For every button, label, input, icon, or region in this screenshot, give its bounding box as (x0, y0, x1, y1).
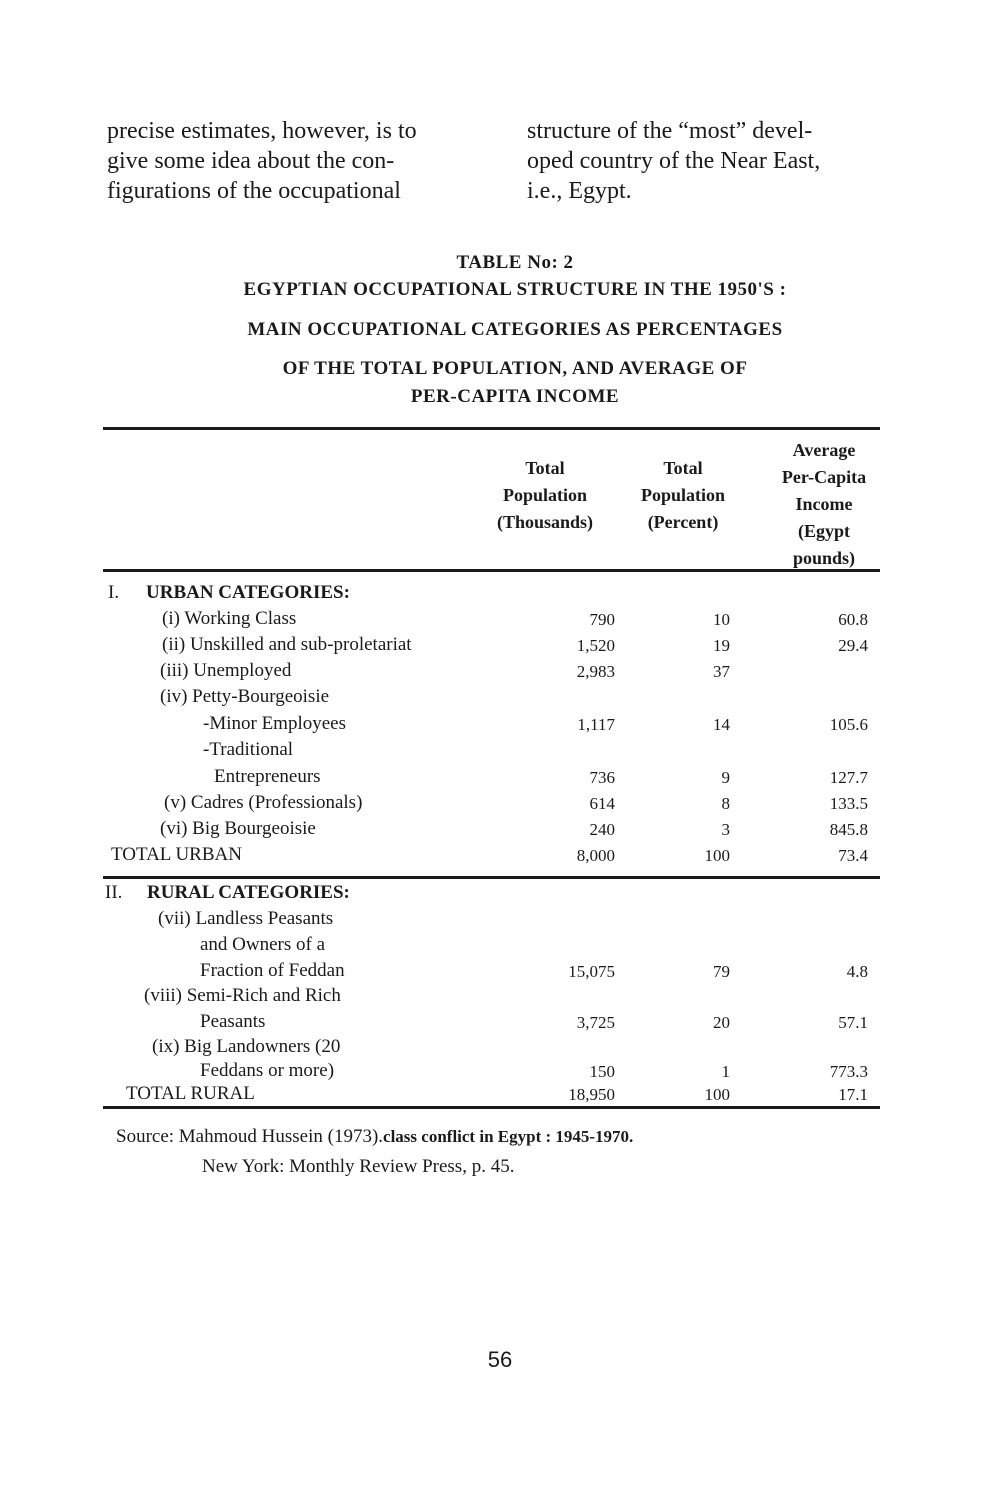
table-row (0, 608, 1000, 634)
row-label: TOTAL URBAN (111, 844, 242, 865)
table-header-rule (103, 569, 880, 572)
cell-percent: 100 (704, 846, 730, 865)
page-number: 56 (487, 1347, 513, 1372)
table-title-line-1: EGYPTIAN OCCUPATIONAL STRUCTURE IN THE 1950'S : (243, 279, 787, 300)
source-citation: Source: Mahmoud Hussein (1973). (116, 1126, 384, 1147)
cell-thousands: 18,950 (568, 1085, 615, 1104)
intro-right-line: structure of the “most” devel- (527, 118, 813, 144)
cell-income: 57.1 (838, 1013, 868, 1032)
table-row (0, 818, 1000, 844)
table-bottom-rule (103, 1106, 880, 1109)
header-line: Total (663, 458, 703, 478)
cell-thousands: 3,725 (576, 1013, 615, 1032)
source-line-1 (116, 1122, 633, 1152)
intro-left-line: give some idea about the con- (107, 148, 395, 174)
table-row (0, 766, 1000, 792)
row-label: and Owners of a (200, 934, 326, 955)
row-label: (i) Working Class (162, 608, 297, 629)
table-row (0, 1011, 1000, 1037)
cell-income: 60.8 (838, 610, 868, 629)
cell-income: 133.5 (829, 794, 868, 813)
header-line: Per-Capita (781, 467, 867, 487)
row-label: (iii) Unemployed (160, 660, 292, 681)
column-header-thousands (470, 455, 620, 536)
row-label: (v) Cadres (Professionals) (164, 792, 363, 813)
header-line: Income (795, 494, 853, 514)
header-line: (Egypt (797, 521, 850, 541)
cell-percent: 20 (713, 1013, 730, 1032)
row-label: (viii) Semi-Rich and Rich (144, 985, 341, 1006)
table-top-rule (103, 427, 880, 430)
cell-thousands: 790 (589, 610, 615, 629)
cell-percent: 3 (721, 820, 730, 839)
cell-thousands: 2,983 (576, 662, 615, 681)
row-label: Feddans or more) (200, 1060, 335, 1081)
table-title-line-4: PER-CAPITA INCOME (410, 386, 620, 407)
section-heading-urban (0, 582, 1000, 608)
row-label: Peasants (200, 1011, 266, 1032)
header-line: (Percent) (647, 512, 719, 532)
row-label: Fraction of Feddan (200, 960, 345, 981)
table-row (0, 792, 1000, 818)
cell-income: 73.4 (838, 846, 868, 865)
source-book-title: class conflict in Egypt : 1945-1970. (383, 1127, 634, 1146)
column-header-percent (622, 455, 744, 536)
cell-thousands: 1,520 (576, 636, 615, 655)
intro-left-line: figurations of the occupational (107, 178, 401, 204)
section-numeral: II. (105, 882, 123, 903)
intro-right-line: i.e., Egypt. (527, 178, 632, 204)
total-row-urban (0, 844, 1000, 870)
cell-thousands: 8,000 (576, 846, 615, 865)
table-row (0, 960, 1000, 986)
cell-income: 29.4 (838, 636, 868, 655)
row-label: -Traditional (203, 739, 294, 760)
cell-percent: 10 (713, 610, 730, 629)
cell-percent: 1 (721, 1062, 730, 1081)
header-line: (Thousands) (496, 512, 594, 532)
row-label: (vi) Big Bourgeoisie (160, 818, 316, 839)
row-label: (ii) Unskilled and sub-proletariat (162, 634, 412, 655)
cell-percent: 14 (713, 715, 730, 734)
cell-thousands: 240 (589, 820, 615, 839)
cell-percent: 19 (713, 636, 730, 655)
cell-income: 127.7 (829, 768, 868, 787)
header-line: Population (640, 485, 726, 505)
row-label: Entrepreneurs (214, 766, 321, 787)
section-heading-rural (0, 882, 1000, 908)
table-row (0, 908, 1000, 934)
intro-paragraph-right (527, 116, 887, 206)
table-source-note (116, 1122, 633, 1182)
table-row (0, 739, 1000, 765)
header-line: Average (792, 440, 856, 460)
table-row (0, 686, 1000, 712)
source-line-2: New York: Monthly Review Press, p. 45. (202, 1156, 515, 1177)
cell-income: 4.8 (846, 962, 868, 981)
cell-thousands: 736 (589, 768, 615, 787)
table-row (0, 660, 1000, 686)
cell-income: 845.8 (829, 820, 868, 839)
section-heading: URBAN CATEGORIES: (146, 582, 350, 603)
cell-thousands: 150 (589, 1062, 615, 1081)
column-header-income (760, 437, 888, 572)
cell-thousands: 1,117 (577, 715, 615, 734)
table-row (0, 713, 1000, 739)
intro-paragraph-left (107, 116, 487, 206)
row-label: -Minor Employees (203, 713, 347, 734)
table-title-line-3: OF THE TOTAL POPULATION, AND AVERAGE OF (282, 358, 748, 379)
row-label: TOTAL RURAL (126, 1083, 255, 1104)
cell-percent: 100 (704, 1085, 730, 1104)
row-label: (vii) Landless Peasants (158, 908, 334, 929)
cell-income: 105.6 (829, 715, 868, 734)
intro-right-line: oped country of the Near East, (527, 148, 821, 174)
row-label: (iv) Petty-Bourgeoisie (160, 686, 330, 707)
cell-income: 17.1 (838, 1085, 868, 1104)
table-row (0, 934, 1000, 960)
intro-left-line: precise estimates, however, is to (107, 118, 417, 144)
table-number: TABLE No: 2 (456, 252, 574, 273)
cell-percent: 37 (713, 662, 730, 681)
cell-income: 773.3 (829, 1062, 868, 1081)
section-numeral: I. (108, 582, 120, 603)
cell-percent: 8 (721, 794, 730, 813)
section-heading: RURAL CATEGORIES: (147, 882, 350, 903)
table-row (0, 634, 1000, 660)
header-line: Total (525, 458, 565, 478)
cell-thousands: 15,075 (568, 962, 615, 981)
table-section-rule (103, 876, 880, 879)
table-row (0, 1036, 1000, 1062)
table-row (0, 985, 1000, 1011)
header-line: Population (502, 485, 588, 505)
cell-percent: 9 (721, 768, 730, 787)
row-label: (ix) Big Landowners (20 (152, 1036, 341, 1057)
header-line: pounds) (792, 548, 856, 568)
cell-thousands: 614 (589, 794, 615, 813)
table-title-line-2: MAIN OCCUPATIONAL CATEGORIES AS PERCENTAGES (247, 319, 783, 340)
cell-percent: 79 (713, 962, 730, 981)
